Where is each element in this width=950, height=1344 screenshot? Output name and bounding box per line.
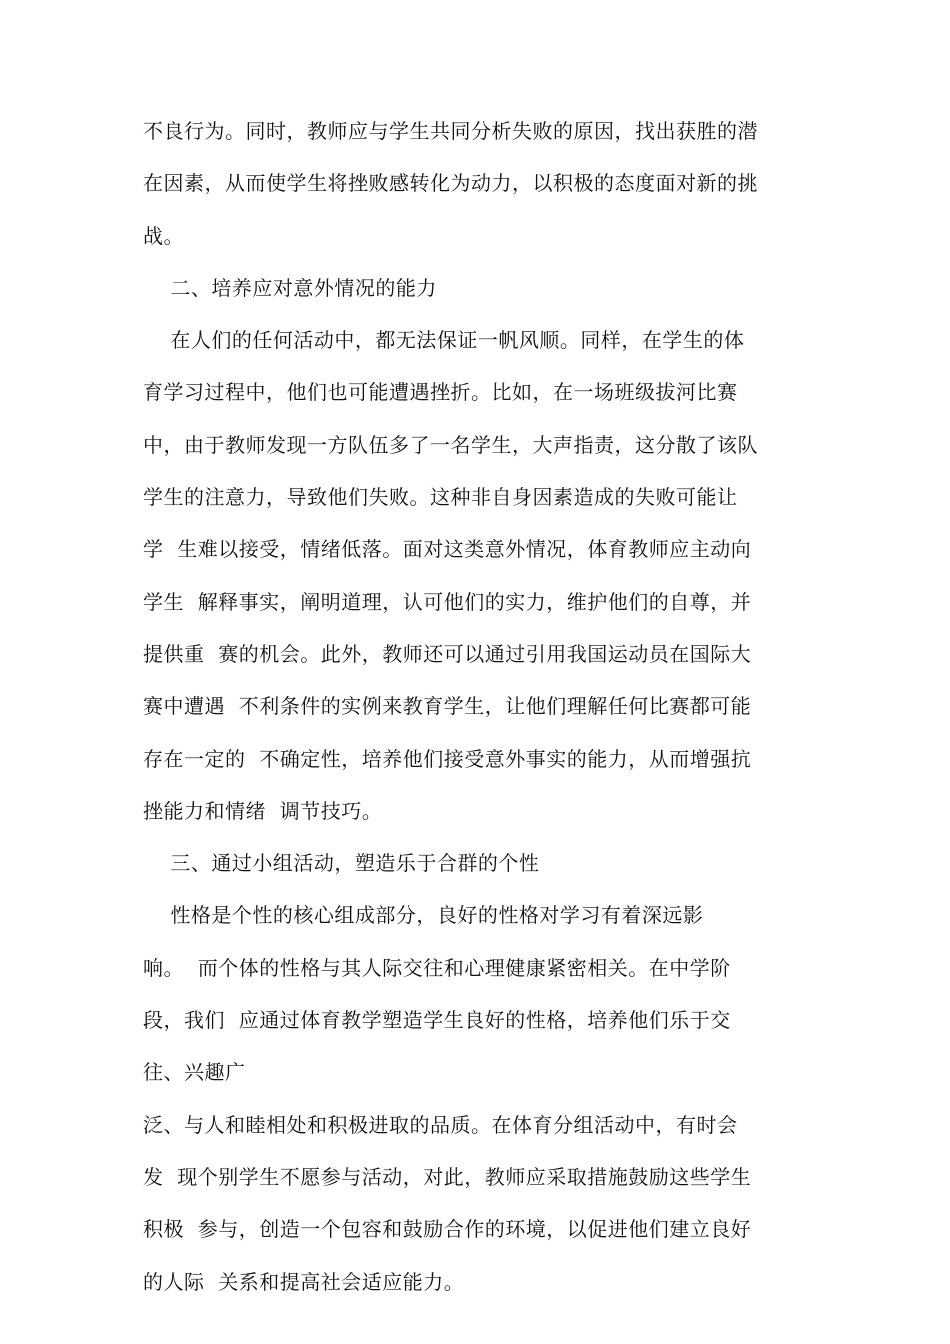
text-line: 学生的注意力，导致他们失败。这种非自身因素造成的失败可能让	[143, 485, 738, 510]
text-line: 发 现个别学生不愿参与活动，对此，教师应采取措施鼓励这些学生	[143, 1164, 752, 1189]
text-line: 在人们的任何活动中，都无法保证一帆风顺。同样，在学生的体	[143, 328, 745, 353]
text-line: 不良行为。同时，教师应与学生共同分析失败的原因，找出获胜的潜	[143, 119, 758, 143]
text-line: 存在一定的 不确定性，培养他们接受意外事实的能力，从而增强抗	[143, 746, 752, 771]
text-line: 在因素，从而使学生将挫败感转化为动力，以积极的态度面对新的挑	[143, 171, 758, 196]
text-line: 段，我们 应通过体育教学塑造学生良好的性格，培养他们乐于交	[143, 1008, 731, 1033]
section-heading: 三、通过小组活动，塑造乐于合群的个性	[143, 851, 540, 876]
text-line: 往、兴趣广	[143, 1060, 246, 1085]
text-line: 泛、与人和睦相处和积极进取的品质。在体育分组活动中，有时会	[143, 1112, 738, 1137]
text-line: 育学习过程中，他们也可能遭遇挫折。比如，在一场班级拔河比赛	[143, 380, 738, 405]
text-line: 学 生难以接受，情绪低落。面对这类意外情况，体育教师应主动向	[143, 537, 752, 562]
text-line: 赛中遭遇 不利条件的实例来教育学生，让他们理解任何比赛都可能	[143, 694, 752, 719]
text-line: 学生 解释事实，阐明道理，认可他们的实力，维护他们的自尊，并	[143, 589, 752, 614]
document-body	[143, 117, 803, 1320]
text-line: 战。	[143, 223, 184, 248]
text-line: 中，由于教师发现一方队伍多了一名学生，大声指责，这分散了该队	[143, 432, 758, 457]
text-line: 提供重 赛的机会。此外，教师还可以通过引用我国运动员在国际大	[143, 641, 752, 666]
text-line: 挫能力和情绪 调节技巧。	[143, 798, 383, 823]
text-line: 性格是个性的核心组成部分，良好的性格对学习有着深远影	[143, 903, 704, 928]
text-line: 积极 参与，创造一个包容和鼓励合作的环境，以促进他们建立良好	[143, 1217, 752, 1242]
text-line: 响。 而个体的性格与其人际交往和心理健康紧密相关。在中学阶	[143, 955, 731, 980]
text-line: 的人际 关系和提高社会适应能力。	[143, 1269, 465, 1294]
section-heading: 二、培养应对意外情况的能力	[143, 275, 437, 300]
